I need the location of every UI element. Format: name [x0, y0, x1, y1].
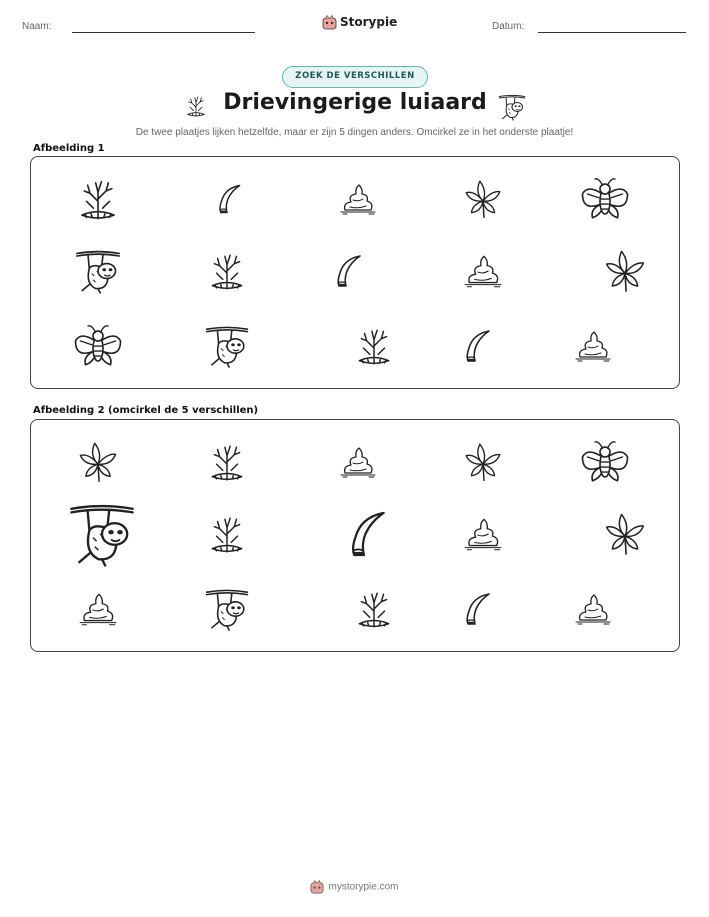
claw-icon[interactable] — [336, 506, 392, 562]
sloth-icon[interactable] — [203, 585, 251, 633]
moth-icon — [73, 321, 123, 371]
moth-icon[interactable] — [580, 437, 630, 487]
instructions: De twee plaatjes lijken hetzelfde, maar er zijn 5 dingen anders. Omcirkel ze in het onderste plaatje! — [135, 127, 574, 138]
dung-icon[interactable] — [338, 442, 378, 482]
dung-icon[interactable] — [77, 588, 119, 630]
date-field-line[interactable] — [538, 32, 686, 33]
sloth-icon — [203, 322, 251, 370]
claw-icon — [326, 251, 366, 291]
name-field-line[interactable] — [72, 32, 255, 33]
moth-icon — [580, 174, 630, 224]
coral-icon — [206, 250, 248, 292]
page-title: Drievingerige luiaard — [223, 90, 487, 115]
storypie-footer-logo-icon — [310, 880, 324, 894]
leaf-icon — [602, 248, 648, 294]
claw-icon — [455, 326, 495, 366]
coral-icon[interactable] — [206, 513, 248, 555]
leaf-icon — [462, 178, 504, 220]
dung-icon — [462, 250, 504, 292]
picture-2-panel[interactable] — [30, 419, 680, 652]
coral-icon[interactable] — [206, 441, 248, 483]
sloth-icon — [73, 246, 123, 296]
dung-icon — [573, 326, 613, 366]
claw-icon[interactable] — [455, 589, 495, 629]
storypie-logo-icon — [322, 15, 337, 30]
worksheet-type-badge: ZOEK DE VERSCHILLEN — [282, 66, 428, 88]
dung-icon[interactable] — [573, 589, 613, 629]
footer-site: mystorypie.com — [328, 881, 399, 893]
coral-icon — [75, 176, 121, 222]
leaf-icon[interactable] — [462, 441, 504, 483]
title-coral-icon — [184, 93, 208, 123]
coral-icon — [353, 325, 395, 367]
panel1-label: Afbeelding 1 — [33, 143, 105, 154]
footer — [0, 880, 709, 894]
date-label: Datum: — [492, 21, 525, 32]
name-label: Naam: — [22, 21, 52, 32]
claw-icon — [209, 181, 245, 217]
sloth-icon[interactable] — [66, 498, 138, 570]
dung-icon — [338, 179, 378, 219]
picture-1-panel — [30, 156, 680, 389]
leaf-icon[interactable] — [602, 511, 648, 557]
brand-name: Storypie — [340, 15, 398, 29]
coral-icon[interactable] — [353, 588, 395, 630]
dung-icon[interactable] — [462, 513, 504, 555]
panel2-label: Afbeelding 2 (omcirkel de 5 verschillen) — [33, 405, 259, 416]
title-sloth-icon — [497, 92, 527, 126]
leaf-icon[interactable] — [76, 440, 120, 484]
brand-logo — [322, 13, 397, 31]
